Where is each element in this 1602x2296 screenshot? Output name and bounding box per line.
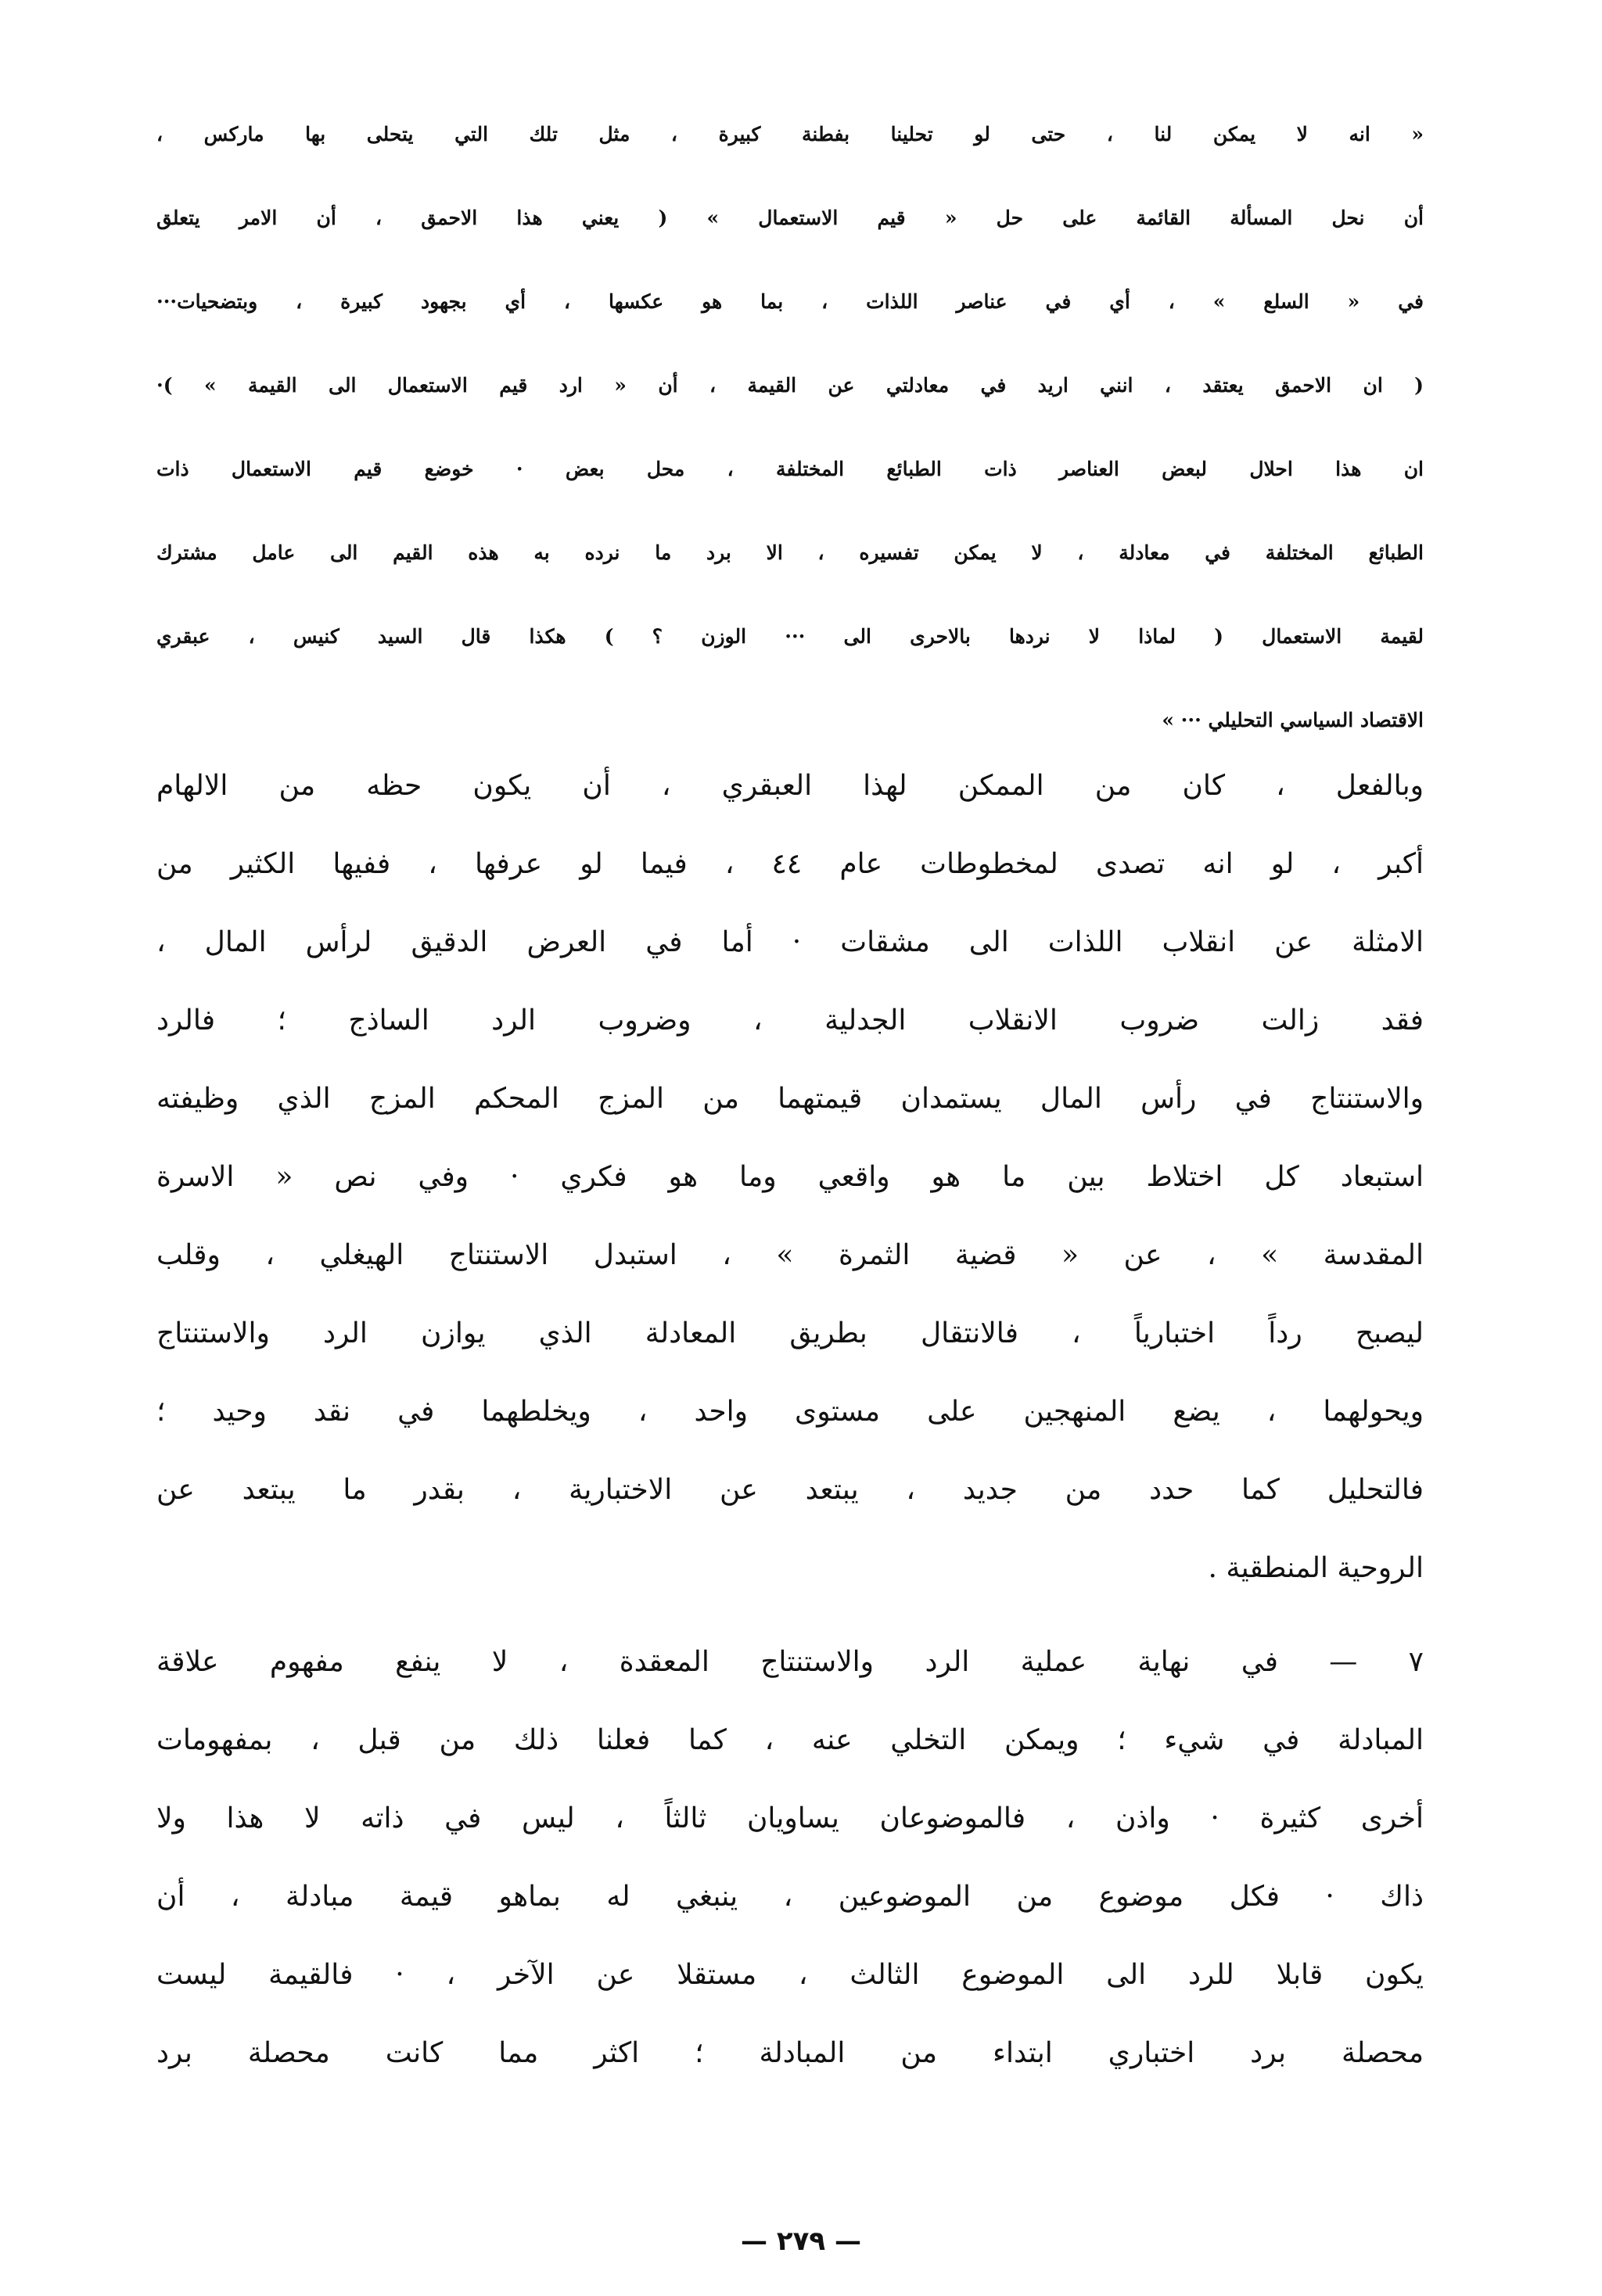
body-paragraph-1	[156, 747, 1424, 1608]
quote-line: « انه لا يمكن لنا ، حتى لو تحلينا بفطنة كبيرة ، مثل تلك التي يتحلى بها ماركس ،	[156, 123, 1424, 146]
quote-line: الاقتصاد السياسي التحليلي ··· »	[1162, 709, 1424, 731]
paragraph-line: وبالفعل ، كان من الممكن لهذا العبقري ، أن يكون حظه من الالهام	[156, 770, 1424, 802]
paragraph-line: ٧ — في نهاية عملية الرد والاستنتاج المعقدة ، لا ينفع مفهوم علاقة	[156, 1646, 1424, 1678]
paragraph-line: المبادلة في شيء ؛ ويمكن التخلي عنه ، كما فعلنا ذلك من قبل ، بمفهومات	[156, 1724, 1424, 1756]
paragraph-line: أكبر ، لو انه تصدى لمخطوطات عام ٤٤ ، فيما لو عرفها ، ففيها الكثير من	[156, 848, 1424, 880]
paragraph-line: الروحية المنطقية .	[1208, 1552, 1424, 1584]
quoted-passage	[156, 92, 1424, 762]
paragraph-line: أخرى كثيرة · واذن ، فالموضوعان يساويان ثالثاً ، ليس في ذاته لا هذا ولا	[156, 1802, 1424, 1834]
paragraph-line: المقدسة » ، عن « قضية الثمرة » ، استبدل الاستنتاج الهيغلي ، وقلب	[156, 1239, 1424, 1271]
paragraph-line: فالتحليل كما حدد من جديد ، يبتعد عن الاختبارية ، بقدر ما يبتعد عن	[156, 1474, 1424, 1506]
quote-line: ان هذا احلال لبعض العناصر ذات الطبائع المختلفة ، محل بعض · خوضع قيم الاستعمال ذات	[156, 458, 1424, 480]
quote-line: ( ان الاحمق يعتقد ، انني اريد في معادلتي عن القيمة ، أن « ارد قيم الاستعمال الى القيمة » )·	[156, 374, 1424, 397]
paragraph-line: فقد زالت ضروب الانقلاب الجدلية ، وضروب الرد الساذج ؛ فالرد	[156, 1004, 1424, 1037]
paragraph-line: ليصبح رداً اختبارياً ، فالانتقال بطريق المعادلة الذي يوازن الرد والاستنتاج	[156, 1317, 1424, 1349]
paragraph-line: ذاك · فكل موضوع من الموضوعين ، ينبغي له بماهو قيمة مبادلة ، أن	[156, 1881, 1424, 1913]
paragraph-line: محصلة برد اختباري ابتداء من المبادلة ؛ اكثر مما كانت محصلة برد	[156, 2037, 1424, 2069]
body-paragraph-2	[156, 1623, 1424, 2093]
paragraph-line: الامثلة عن انقلاب اللذات الى مشقات · أما في العرض الدقيق لرأس المال ،	[156, 926, 1424, 958]
quote-line: لقيمة الاستعمال ( لماذا لا نردها بالاحرى الى ··· الوزن ؟ ) هكذا قال السيد كنيس ، عبقري	[156, 625, 1424, 648]
quote-line: الطبائع المختلفة في معادلة ، لا يمكن تفسيره ، الا برد ما نرده به هذه القيم الى عامل مشترك	[156, 541, 1424, 564]
paragraph-line: استبعاد كل اختلاط بين ما هو واقعي وما هو فكري · وفي نص « الاسرة	[156, 1161, 1424, 1193]
quote-line: في « السلع » ، أي في عناصر اللذات ، بما هو عكسها ، أي بجهود كبيرة ، وبتضحيات···	[156, 290, 1424, 313]
paragraph-line: يكون قابلا للرد الى الموضوع الثالث ، مستقلا عن الآخر ، · فالقيمة ليست	[156, 1959, 1424, 1991]
paragraph-line: والاستنتاج في رأس المال يستمدان قيمتهما من المزج المحكم المزج الذي وظيفته	[156, 1083, 1424, 1115]
paragraph-line: ويحولهما ، يضع المنهجين على مستوى واحد ، ويخلطهما في نقد وحيد ؛	[156, 1396, 1424, 1428]
page-number: — ٢٧٩ —	[741, 2226, 861, 2257]
quote-line: أن نحل المسألة القائمة على حل « قيم الاستعمال » ( يعني هذا الاحمق ، أن الامر يتعلق	[156, 207, 1424, 229]
